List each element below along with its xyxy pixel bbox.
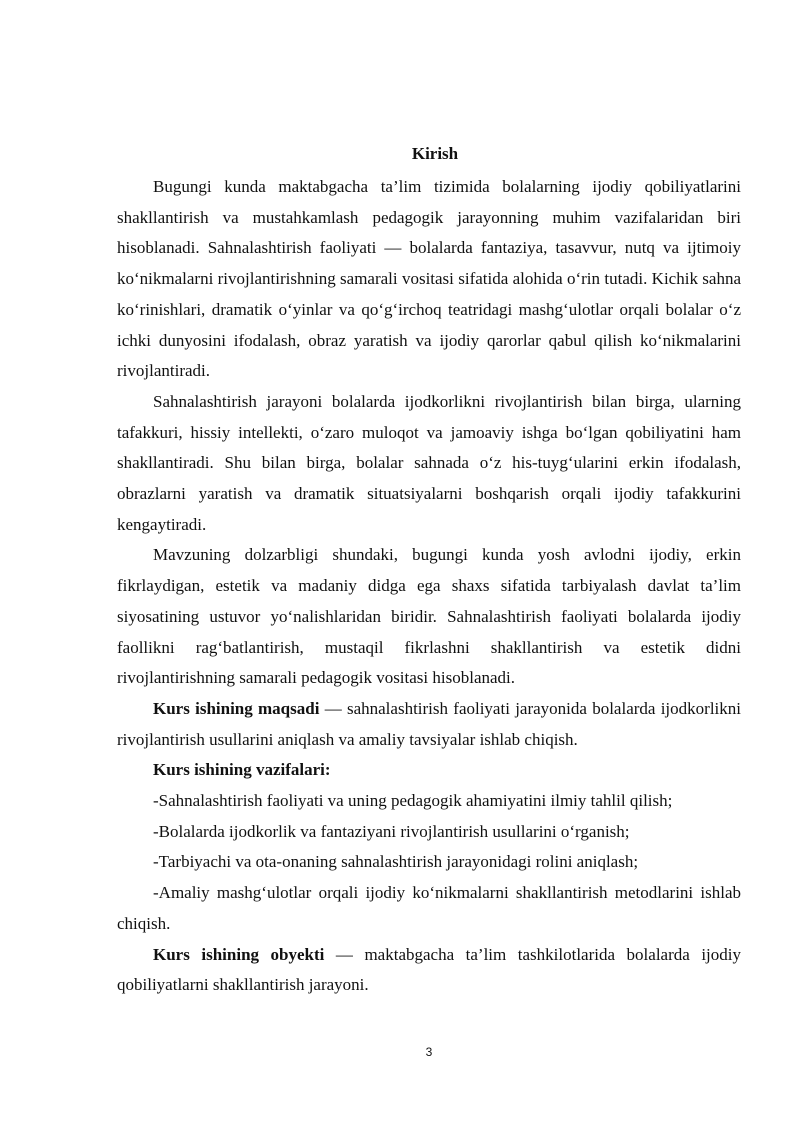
paragraph-process: [117, 387, 741, 541]
page-title: Kirish: [411, 144, 459, 163]
list-item-text: -Sahnalashtirish faoliyati va uning pedagogik ahamiyatini ilmiy tahlil qilish;: [153, 791, 673, 811]
paragraph-lead: Kurs ishining vazifalari:: [153, 760, 331, 780]
paragraph-text: Mavzuning dolzarbligi shundaki, bugungi kunda yosh avlodni ijodiy, erkin fikrlaydigan, estetik va madaniy didga ega shaxs sifatida tarbiyalash davlat ta’lim siyosatining ustuvor yo‘nalishlaridan biridir. Sahnalashtirish faoliyati bolalarda ijodiy faollikni rag‘batlantirish, mustaqil fikrlashni shakllantirish va estetik didni rivojlantirishning samarali pedagogik vositasi hisoblanadi.: [117, 545, 741, 688]
paragraph-object: [117, 940, 741, 1001]
list-item-text: -Amaliy mashg‘ulotlar orqali ijodiy ko‘nikmalarni shakllantirish metodlarini ishlab chiqish.: [117, 883, 741, 933]
list-item: [117, 817, 741, 848]
paragraph-text: — maktabgacha ta’lim tashkilotlarida bolalarda ijodiy qobiliyatlarni shakllantirish jarayoni.: [117, 944, 742, 995]
list-item-text: -Bolalarda ijodkorlik va fantaziyani rivojlantirish usullarini o‘rganish;: [153, 821, 630, 841]
paragraph-introduction: [117, 172, 741, 387]
paragraph-tasks-heading: [117, 755, 741, 786]
paragraph-text: Sahnalashtirish jarayoni bolalarda ijodkorlikni rivojlantirish bilan birga, ularning tafakkuri, hissiy intellekti, o‘zaro muloqot va jamoaviy ishga bo‘lgan qobiliyatini ham shakllantiradi. Shu bilan birga, bolalar sahnada o‘z his-tuyg‘ularini erkin ifodalash, obrazlarni yaratish va dramatik situatsiyalarni boshqarish orqali ijodiy tafakkurini kengaytiradi.: [117, 391, 741, 534]
list-item: [117, 786, 741, 817]
paragraph-goal: [117, 694, 741, 755]
list-item: [117, 878, 741, 939]
list-item: [117, 847, 741, 878]
list-item-text: -Tarbiyachi va ota-onaning sahnalashtirish jarayonidagi rolini aniqlash;: [153, 852, 639, 872]
paragraph-lead: Kurs ishining maqsadi: [153, 698, 320, 718]
body-text: [117, 172, 741, 1001]
paragraph-relevance: [117, 540, 741, 694]
paragraph-lead: Kurs ishining obyekti: [153, 944, 325, 964]
paragraph-text: — sahnalashtirish faoliyati jarayonida bolalarda ijodkorlikni rivojlantirish usullarini aniqlash va amaliy tavsiyalar ishlab chiqish.: [117, 698, 741, 749]
paragraph-text: Bugungi kunda maktabgacha ta’lim tizimida bolalarning ijodiy qobiliyatlarini shakllantirish va mustahkamlash pedagogik jarayonning muhim vazifalaridan biri hisoblanadi. Sahnalashtirish faoliyati — bolalarda fantaziya, tasavvur, nutq va ijtimoiy ko‘nikmalarni rivojlantirishning samarali vositasi sifatida alohida o‘rin tutadi. Kichik sahna ko‘rinishlari, dramatik o‘yinlar va qo‘g‘irchoq teatridagi mashg‘ulotlar orqali bolalar o‘z ichki dunyosini ifodalash, obraz yaratish va ijodiy qarorlar qabul qilish ko‘nikmalarini rivojlantiradi.: [117, 177, 741, 381]
page-number: 3: [425, 1045, 433, 1059]
